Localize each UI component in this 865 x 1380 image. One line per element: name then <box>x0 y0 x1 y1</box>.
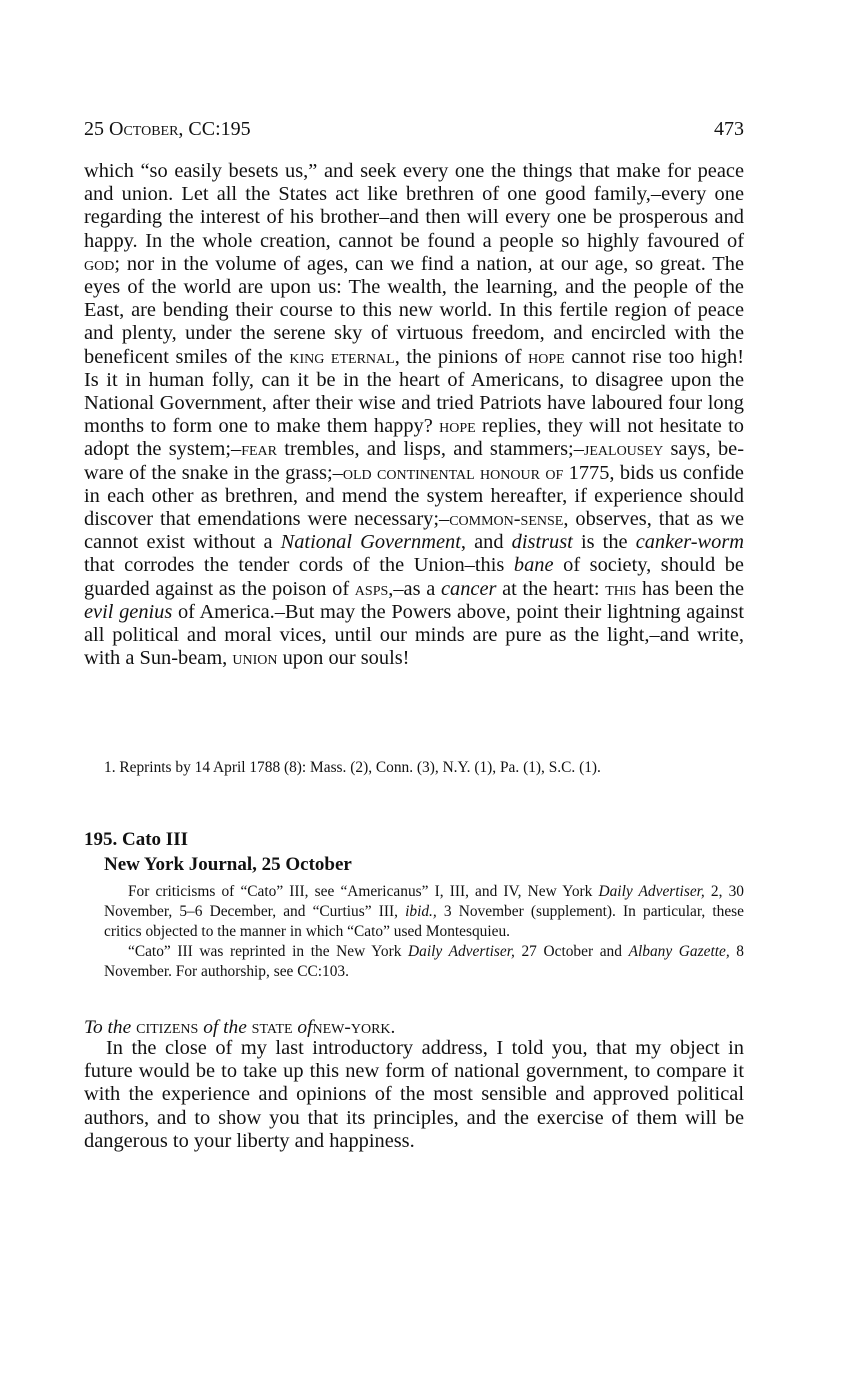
salutation: To the citizens of the state ofnew-york. <box>84 1017 396 1038</box>
section-subtitle: New York Journal, 25 October <box>104 854 352 875</box>
smallcaps-union: union <box>232 647 278 670</box>
header-month: October <box>109 118 179 140</box>
smallcaps-hope: hope <box>528 345 565 368</box>
italic-national-government: National Government <box>280 531 461 554</box>
page-number: 473 <box>714 118 744 140</box>
smallcaps-hope-2: hope <box>439 415 476 438</box>
smallcaps-king-eternal: king eternal <box>289 345 395 368</box>
main-paragraph: which “so easily besets us,” and seek every one the things that make for peace and union. Let all the States act like brethren of one good family,–every one regarding the interest of his brother–and then will every one be prosperous and happy. In the whole creation, cannot be found a people so highly favoured of god; nor in the volume of ages, can we find a nation, at our age, so great. The eyes of the world are upon us: The wealth, the learning, and the people of the East, are bending their course to this new world. In this fertile region of peace and plenty, under the serene sky of virtuous freedom, and encircled with the beneficent smiles of the king eternal, the pinions of hope cannot rise too high! Is it in human folly, can it be in the heart of Americans, to disagree upon the National Government, after their wise and tried Patriots have laboured four long months to form one to make them happy? hope replies, they will not hesitate to adopt the system;–fear trembles, and lisps, and stammers;–jealousey says, beware of the snake in the grass;–old continental honour of 1775, bids us confide in each other as brethren, and mend the system hereafter, if experience should discover that emendations were necessary;–common-sense, observes, that as we cannot exist without a National Government, and distrust is the canker-worm that corrodes the tender cords of the Union–this bane of society, should be guarded against as the poison of asps,–as a cancer at the heart: this has been the evil genius of America.–But may the Powers above, point their lightning against all political and moral vices, until our minds are pure as the light,–and write, with a Sun-beam, union upon our souls! <box>84 160 745 670</box>
smallcaps-jealousey: jealousey <box>583 438 664 461</box>
italic-canker-worm: canker-worm <box>635 531 745 554</box>
footnote: 1. Reprints by 14 April 1788 (8): Mass. (2), Conn. (3), N.Y. (1), Pa. (1), S.C. (1). <box>104 759 601 776</box>
cato-paragraph: In the close of my last introductory address, I told you, that my object in future would be to take up this new form of national government, to compare it with the experience and opinions of the most sensible and approved political authors, and to show you that its principles, and the exercise of them will be dangerous to your liberty and happiness. <box>84 1037 744 1152</box>
smallcaps-fear: fear <box>241 438 277 461</box>
smallcaps-this: this <box>605 577 637 600</box>
headnote-paragraph-1: For criticisms of “Cato” III, see “Americanus” I, III, and IV, New York Daily Advertiser, 2, 30 November, 5–6 December, and “Curtius” III, ibid., 3 November (supplement). In particular, these critics objected to the manner in which “Cato” used Montesquieu. <box>104 883 744 940</box>
italic-distrust: distrust <box>511 531 573 554</box>
section-title: 195. Cato III <box>84 829 188 850</box>
editorial-headnote <box>104 882 744 982</box>
header-date: 25 October, CC:195 <box>84 118 251 140</box>
italic-bane: bane <box>513 554 554 577</box>
smallcaps-common-sense: common-sense <box>449 508 564 531</box>
smallcaps-old-continental: old continental honour of <box>342 461 564 484</box>
section-heading <box>84 827 744 877</box>
running-header <box>84 117 744 141</box>
italic-evil-genius: evil genius <box>84 600 173 623</box>
smallcaps-god: god <box>84 252 115 275</box>
smallcaps-asps: asps <box>354 577 389 600</box>
italic-cancer: cancer <box>440 577 497 600</box>
headnote-paragraph-2: “Cato” III was reprinted in the New York Daily Advertiser, 27 October and Albany Gazette, 8 November. For authorship, see CC:103. <box>104 943 745 980</box>
